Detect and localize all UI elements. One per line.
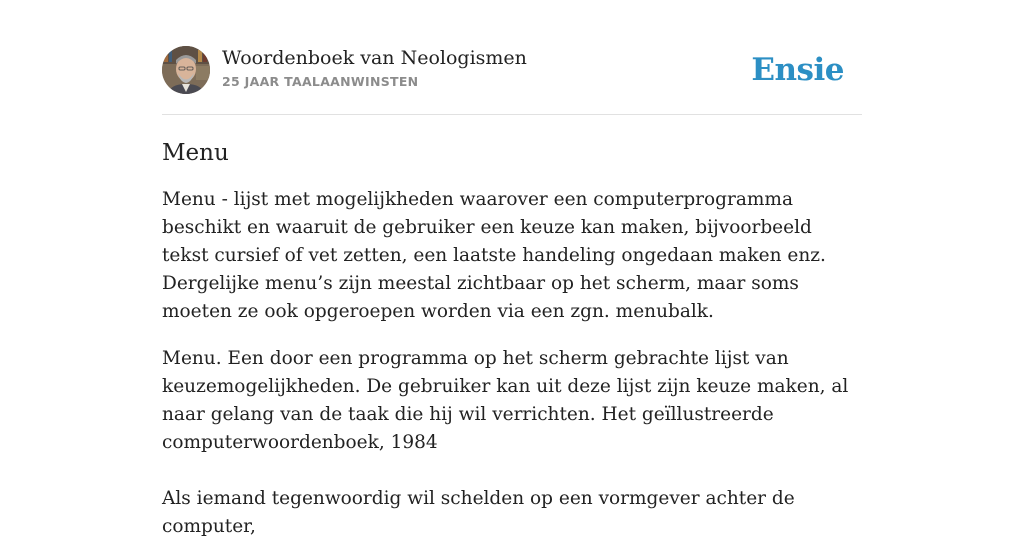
article-paragraph-3: Als iemand tegenwoordig wil schelden op een vormgever achter de computer, <box>162 488 795 537</box>
article-paragraph-2: Menu. Een door een programma op het scherm gebrachte lijst van keuzemogelijkheden. De gebruiker kan uit deze lijst zijn keuze maken, al naar gelang van de taak die hij wil verrichten. Het geïllustreerde computerwoordenboek, 1984 <box>162 348 849 453</box>
author-name[interactable]: Woordenboek van Neologismen <box>222 47 527 69</box>
author-avatar[interactable] <box>162 46 210 94</box>
portrait-image <box>162 46 210 94</box>
article <box>162 136 862 541</box>
ensie-logo[interactable]: Ensie <box>751 52 844 88</box>
author-subtitle: 25 JAAR TAALAANWINSTEN <box>222 74 419 89</box>
site-header <box>162 46 862 115</box>
article-title: Menu <box>162 140 229 166</box>
article-paragraph-1: Menu - lijst met mogelijkheden waarover een computerprogramma beschikt en waaruit de gebruiker een keuze kan maken, bijvoorbeeld tekst cursief of vet zetten, een laatste handeling ongedaan maken enz. Dergelijke menu’s zijn meestal zichtbaar op het scherm, maar soms moeten ze ook opgeroepen worden via een zgn. menubalk. <box>162 189 826 322</box>
